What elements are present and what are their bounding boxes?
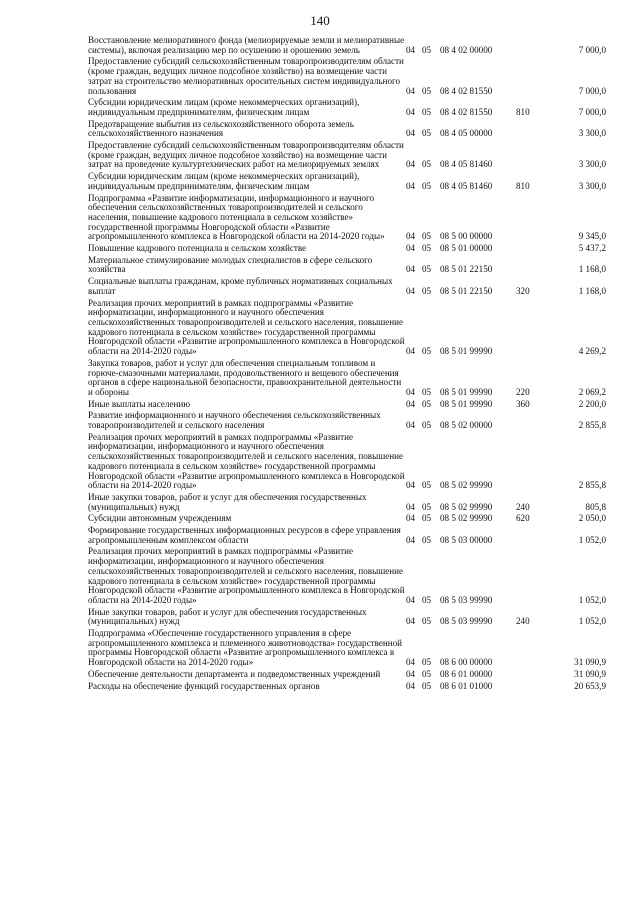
row-amount: 7 000,0 bbox=[578, 44, 606, 55]
table-row bbox=[88, 359, 606, 400]
row-amount: 3 300,0 bbox=[578, 128, 606, 139]
table-row bbox=[88, 629, 606, 670]
row-amount: 2 200,0 bbox=[578, 398, 606, 409]
row-expense-type bbox=[516, 670, 542, 682]
row-target-code: 08 6 01 00000 bbox=[440, 668, 493, 679]
row-expense-type bbox=[516, 57, 542, 98]
row-name: Иные закупки товаров, работ и услуг для обеспечения государственных (муниципальных) нужд bbox=[88, 491, 367, 512]
row-name: Материальное стимулирование молодых специалистов в сфере сельского хозяйства bbox=[88, 254, 373, 275]
table-row bbox=[88, 682, 606, 694]
row-target-code: 08 5 02 99990 bbox=[440, 501, 493, 512]
row-subsection: 05 bbox=[422, 180, 432, 191]
row-subsection: 05 bbox=[422, 680, 432, 691]
row-name: Предотвращение выбытия из сельскохозяйственного оборота земель сельскохозяйственного назначения bbox=[88, 118, 354, 139]
row-expense-type bbox=[516, 194, 542, 245]
row-expense-type bbox=[516, 36, 542, 57]
row-name: Реализация прочих мероприятий в рамках подпрограммы «Развитие информатизации, информационного и научного обеспечения сельскохозяйственных товаропроизводителей и сельского населения, повышение кадрового потенциала в сельском хозяйстве» государственной программы Новгородской области «Развитие агропромышленного комплекса в Новгородской области на 2014-2020 годы» bbox=[88, 297, 405, 357]
table-row bbox=[88, 411, 606, 432]
row-amount: 1 052,0 bbox=[578, 594, 606, 605]
row-expense-type: 240 bbox=[516, 501, 530, 512]
row-expense-type: 810 bbox=[516, 106, 530, 117]
row-subsection: 05 bbox=[422, 85, 432, 96]
row-name: Реализация прочих мероприятий в рамках подпрограммы «Развитие информатизации, информационного и научного обеспечения сельскохозяйственных товаропроизводителей и сельского населения, повышение кадрового потенциала в сельском хозяйстве» государственной программы Новгородской области «Развитие агропромышленного комплекса в Новгородской области на 2014-2020 годы» bbox=[88, 546, 405, 605]
table-row bbox=[88, 493, 606, 514]
row-subsection: 05 bbox=[422, 159, 432, 170]
table-row bbox=[88, 433, 606, 493]
row-name: Субсидии юридическим лицам (кроме некоммерческих организаций), индивидуальным предпринимателям, физическим лицам bbox=[88, 171, 360, 191]
row-name: Развитие информационного и научного обеспечения сельскохозяйственных товаропроизводителей и сельского населения bbox=[88, 410, 381, 431]
row-target-code: 08 4 02 81550 bbox=[440, 106, 493, 117]
row-target-code: 08 4 02 81550 bbox=[440, 85, 493, 96]
row-subsection: 05 bbox=[422, 513, 432, 524]
table-row bbox=[88, 194, 606, 245]
row-amount: 7 000,0 bbox=[578, 106, 606, 117]
row-section: 04 bbox=[406, 264, 416, 275]
row-target-code: 08 6 00 00000 bbox=[440, 657, 493, 668]
row-name: Субсидии юридическим лицам (кроме некоммерческих организаций), индивидуальным предпринимателям, физическим лицам bbox=[88, 97, 360, 117]
row-expense-type bbox=[516, 682, 542, 694]
row-expense-type: 810 bbox=[516, 180, 530, 191]
row-subsection: 05 bbox=[422, 668, 432, 679]
row-section: 04 bbox=[406, 534, 416, 545]
row-expense-type bbox=[516, 299, 542, 359]
row-amount: 9 345,0 bbox=[578, 231, 606, 242]
row-expense-type: 320 bbox=[516, 285, 530, 296]
row-section: 04 bbox=[406, 680, 416, 691]
row-section: 04 bbox=[406, 616, 416, 627]
table-row bbox=[88, 36, 606, 57]
row-expense-type: 360 bbox=[516, 398, 530, 409]
row-target-code: 08 5 01 00000 bbox=[440, 243, 493, 254]
row-expense-type bbox=[516, 120, 542, 141]
row-amount: 4 269,2 bbox=[578, 346, 606, 357]
row-section: 04 bbox=[406, 420, 416, 431]
row-name: Предоставление субсидий сельскохозяйственным товаропроизводителям области (кроме граждан, ведущих личное подсобное хозяйство) на возмещение части затрат на строительство мелиоративных оросительных систем индивидуального пользования bbox=[88, 56, 404, 96]
row-subsection: 05 bbox=[422, 657, 432, 668]
row-subsection: 05 bbox=[422, 480, 432, 491]
page-number: 140 bbox=[310, 13, 330, 28]
row-expense-type bbox=[516, 141, 542, 172]
row-target-code: 08 5 01 22150 bbox=[440, 264, 493, 275]
row-subsection: 05 bbox=[422, 594, 432, 605]
row-name: Предоставление субсидий сельскохозяйственным товаропроизводителям области (кроме граждан, ведущих личное подсобное хозяйство) на возмещение части затрат на проведение культуртехнических работ на мелиорируемых землях bbox=[88, 140, 404, 170]
budget-table-body bbox=[88, 36, 606, 693]
row-subsection: 05 bbox=[422, 501, 432, 512]
row-subsection: 05 bbox=[422, 285, 432, 296]
row-amount: 5 437,2 bbox=[578, 243, 606, 254]
row-name: Восстановление мелиоративного фонда (мелиорируемые земли и мелиоративные системы), включая реализацию мер по осушению и орошению земель bbox=[88, 35, 405, 55]
row-section: 04 bbox=[406, 285, 416, 296]
row-expense-type bbox=[516, 411, 542, 432]
row-expense-type bbox=[516, 256, 542, 277]
row-subsection: 05 bbox=[422, 231, 432, 242]
row-expense-type bbox=[516, 629, 542, 670]
row-name: Иные закупки товаров, работ и услуг для обеспечения государственных (муниципальных) нужд bbox=[88, 606, 367, 627]
row-amount: 1 052,0 bbox=[578, 534, 606, 545]
row-amount: 2 050,0 bbox=[578, 513, 606, 524]
row-target-code: 08 5 03 99990 bbox=[440, 594, 493, 605]
row-name: Иные выплаты населению bbox=[88, 398, 191, 409]
row-amount: 805,8 bbox=[585, 501, 606, 512]
row-target-code: 08 5 02 99990 bbox=[440, 480, 493, 491]
row-section: 04 bbox=[406, 44, 416, 55]
row-subsection: 05 bbox=[422, 128, 432, 139]
row-name: Обеспечение деятельности департамента и подведомственных учреждений bbox=[88, 668, 381, 679]
row-name: Расходы на обеспечение функций государственных органов bbox=[88, 680, 320, 691]
table-row bbox=[88, 256, 606, 277]
row-target-code: 08 5 03 00000 bbox=[440, 534, 493, 545]
row-amount: 7 000,0 bbox=[578, 85, 606, 96]
row-section: 04 bbox=[406, 180, 416, 191]
row-amount: 1 168,0 bbox=[578, 264, 606, 275]
row-section: 04 bbox=[406, 346, 416, 357]
row-section: 04 bbox=[406, 398, 416, 409]
table-row bbox=[88, 670, 606, 682]
row-subsection: 05 bbox=[422, 264, 432, 275]
table-row bbox=[88, 98, 606, 119]
row-expense-type bbox=[516, 244, 542, 256]
budget-table bbox=[88, 36, 606, 693]
row-subsection: 05 bbox=[422, 386, 432, 397]
row-section: 04 bbox=[406, 85, 416, 96]
row-target-code: 08 5 01 99990 bbox=[440, 386, 493, 397]
row-amount: 1 168,0 bbox=[578, 285, 606, 296]
row-subsection: 05 bbox=[422, 44, 432, 55]
row-name: Субсидии автономным учреждениям bbox=[88, 513, 232, 524]
row-amount: 2 855,8 bbox=[578, 480, 606, 491]
row-section: 04 bbox=[406, 159, 416, 170]
row-target-code: 08 5 00 00000 bbox=[440, 231, 493, 242]
row-section: 04 bbox=[406, 106, 416, 117]
table-row bbox=[88, 120, 606, 141]
row-target-code: 08 5 01 99990 bbox=[440, 346, 493, 357]
table-row bbox=[88, 141, 606, 172]
row-section: 04 bbox=[406, 231, 416, 242]
row-section: 04 bbox=[406, 480, 416, 491]
row-section: 04 bbox=[406, 513, 416, 524]
row-expense-type bbox=[516, 526, 542, 547]
row-target-code: 08 5 01 99990 bbox=[440, 398, 493, 409]
row-target-code: 08 6 01 01000 bbox=[440, 680, 493, 691]
row-target-code: 08 4 05 81460 bbox=[440, 180, 493, 191]
row-name: Закупка товаров, работ и услуг для обеспечения специальным топливом и горюче-смазочными материалами, продовольственного и вещевого обеспечения органов в сфере национальной безопасности, правоохранительной деятельности и обороны bbox=[88, 357, 402, 397]
row-name: Повышение кадрового потенциала в сельском хозяйстве bbox=[88, 243, 307, 254]
row-amount: 20 653,9 bbox=[574, 680, 606, 691]
row-section: 04 bbox=[406, 128, 416, 139]
table-row bbox=[88, 608, 606, 629]
row-section: 04 bbox=[406, 501, 416, 512]
table-row bbox=[88, 244, 606, 256]
table-row bbox=[88, 526, 606, 547]
row-target-code: 08 5 03 99990 bbox=[440, 616, 493, 627]
table-row bbox=[88, 547, 606, 607]
row-target-code: 08 4 05 81460 bbox=[440, 159, 493, 170]
row-subsection: 05 bbox=[422, 420, 432, 431]
row-amount: 2 855,8 bbox=[578, 420, 606, 431]
row-amount: 2 069,2 bbox=[578, 386, 606, 397]
row-section: 04 bbox=[406, 657, 416, 668]
row-amount: 3 300,0 bbox=[578, 180, 606, 191]
row-amount: 31 090,9 bbox=[574, 668, 606, 679]
row-target-code: 08 4 05 00000 bbox=[440, 128, 493, 139]
row-name: Подпрограмма «Развитие информатизации, информационного и научного обеспечения сельскохозяйственных товаропроизводителей и сельского населения, повышение кадрового потенциала в сельском хозяйстве» государственной программы Новгородской области «Развитие агропромышленного комплекса в Новгородской области на 2014-2020 годы» bbox=[88, 192, 385, 242]
row-section: 04 bbox=[406, 594, 416, 605]
row-subsection: 05 bbox=[422, 398, 432, 409]
row-amount: 1 052,0 bbox=[578, 616, 606, 627]
row-amount: 3 300,0 bbox=[578, 159, 606, 170]
row-expense-type: 620 bbox=[516, 513, 530, 524]
row-expense-type: 240 bbox=[516, 616, 530, 627]
row-name: Социальные выплаты гражданам, кроме публичных нормативных социальных выплат bbox=[88, 276, 393, 296]
row-section: 04 bbox=[406, 243, 416, 254]
row-expense-type: 220 bbox=[516, 386, 530, 397]
row-subsection: 05 bbox=[422, 243, 432, 254]
table-row bbox=[88, 57, 606, 98]
row-subsection: 05 bbox=[422, 346, 432, 357]
row-target-code: 08 5 02 99990 bbox=[440, 513, 493, 524]
row-subsection: 05 bbox=[422, 534, 432, 545]
row-expense-type bbox=[516, 433, 542, 493]
table-row bbox=[88, 299, 606, 359]
row-subsection: 05 bbox=[422, 616, 432, 627]
row-section: 04 bbox=[406, 386, 416, 397]
row-expense-type bbox=[516, 547, 542, 607]
row-target-code: 08 4 02 00000 bbox=[440, 44, 493, 55]
row-subsection: 05 bbox=[422, 106, 432, 117]
row-name: Подпрограмма «Обеспечение государственного управления в сфере агропромышленного комплекса и племенного животноводства» государственной программы Новгородской области «Развитие агропромышленного комплекса в Новгородской области на 2014-2020 годы» bbox=[88, 628, 403, 668]
table-row bbox=[88, 277, 606, 298]
row-name: Реализация прочих мероприятий в рамках подпрограммы «Развитие информатизации, информационного и научного обеспечения сельскохозяйственных товаропроизводителей и сельского населения, повышение кадрового потенциала в сельском хозяйстве» государственной программы Новгородской области «Развитие агропромышленного комплекса в Новгородской области на 2014-2020 годы» bbox=[88, 431, 405, 491]
row-name: Формирование государственных информационных ресурсов в сфере управления агропромышленным комплексом области bbox=[88, 525, 401, 545]
row-section: 04 bbox=[406, 668, 416, 679]
table-row bbox=[88, 172, 606, 193]
row-amount: 31 090,9 bbox=[574, 657, 606, 668]
row-target-code: 08 5 02 00000 bbox=[440, 420, 493, 431]
row-target-code: 08 5 01 22150 bbox=[440, 285, 493, 296]
